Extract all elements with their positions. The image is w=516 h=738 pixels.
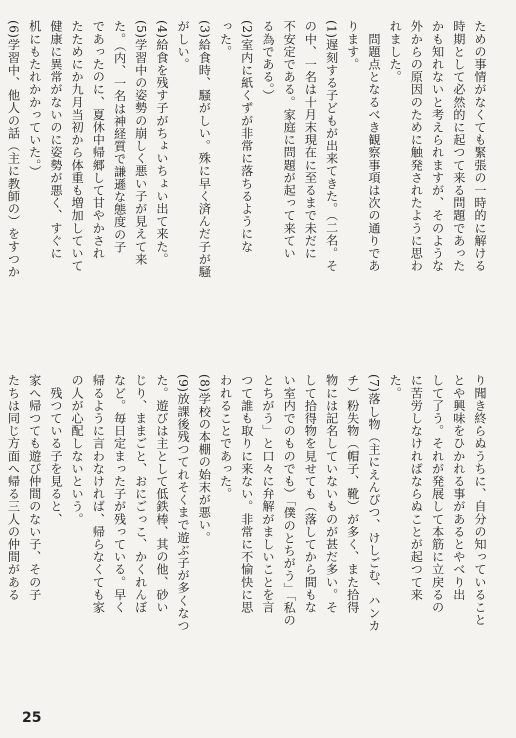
text-line: た。 — [388, 374, 403, 400]
text-line: 帰るように言わなければ、帰らなくても家 — [91, 374, 106, 614]
text-line: (1)遅刻する子どもが出来てきた。（二名。そ — [324, 20, 339, 272]
text-line: (2)室内に紙くずが非常に落ちるようにな — [239, 20, 254, 253]
text-line: る為である。） — [260, 20, 275, 103]
text-line: の人が心配しないという。 — [70, 374, 85, 526]
text-line: った。 — [218, 20, 233, 58]
text-line: がしい。 — [176, 20, 191, 71]
text-line: 物には記名していないものが甚だ多い。そ — [324, 374, 339, 614]
text-line: 時期として必然的に起つて来る問題であった — [451, 20, 466, 272]
text-line: り聞き終らぬうちに、自分の知っていること — [473, 374, 487, 626]
text-line: (8)学校の本棚の始末が悪い。 — [197, 374, 212, 544]
text-line: とちがう」と口々に弁解がましいことを言 — [260, 374, 275, 614]
text-line: 外からの原因のために触発されたように思わ — [409, 20, 424, 272]
text-line: とや興味をひかれる事があるとやべり出 — [451, 374, 466, 601]
text-line: (3)給食時、騒がしい。殊に早く済んだ子が騒 — [197, 20, 212, 278]
text-line: して拾得物を見せても（落してから間もな — [303, 374, 318, 614]
upper-text-block — [6, 20, 490, 360]
lower-text-block — [6, 374, 490, 712]
text-line: であったのに、夏休中帰郷して甘やかされ — [91, 20, 106, 260]
text-line: た。遊びは主として低鉄棒、其の他、砂い — [154, 374, 169, 614]
text-line: た。（内、一名は神経質で謙遜な態度の子 — [112, 20, 127, 254]
text-line: など。毎日定まった子が残っている。早く — [112, 374, 127, 614]
text-line: 不安定である。家庭に問題が起って来てい — [282, 20, 297, 260]
text-line: (7)落し物（主にえんぴつ、けしごむ、ハンカ — [366, 374, 381, 632]
text-line: チ）粉失物（帽子、靴）が多く、また拾得 — [345, 374, 360, 614]
text-line: かも知れないと考えられますが、そのような — [430, 20, 445, 272]
text-line: ります。 — [345, 20, 360, 71]
text-line: れました。 — [388, 20, 403, 83]
text-line: たためにか九月当初から体重も増加していて — [70, 20, 85, 272]
text-line: 残つている子を見ると、 — [48, 374, 63, 526]
text-line: (5)学習中の姿勢の崩しく悪い子が見えて来 — [133, 20, 148, 266]
text-line: われることであった。 — [218, 374, 233, 500]
text-line: して了う。それが発展して本筋に立戻るの — [430, 374, 445, 614]
text-line: (4)給食を残す子がちょいちょい出て来た。 — [154, 20, 169, 266]
text-line: に苦労しなければならぬことが起つて来 — [409, 374, 424, 601]
text-line: 家へ帰つても遊び仲間のない子、その子 — [27, 374, 42, 601]
text-line: ための事情がなくても緊張の一時的に解ける — [473, 20, 487, 272]
text-line: 健康に異常がないのに姿勢が悪く、すぐに — [48, 20, 63, 260]
text-line — [0, 374, 2, 712]
text-line: つて誰も取りに来ない。非常に不愉快に思 — [239, 374, 254, 614]
text-line: (9)放課後残つてれそくまで遊ぶ子が多くなつ — [176, 374, 191, 632]
text-line: の中、一名は十月末現在に至るまで未だに — [303, 20, 318, 260]
page-number: 25 — [22, 710, 42, 726]
text-line: 問題点となるべき観察事項は次の通りであ — [366, 20, 381, 272]
text-line: 机にもたれかかっていた。） — [27, 20, 42, 178]
text-line: たちは同じ方面へ帰る三人の仲間がある — [6, 374, 21, 601]
text-line: い室内でのものでも）「僕のとちがう」「私の — [282, 374, 297, 627]
text-line: じり、ままごと、おにごっこ、かくれんぼ — [133, 374, 148, 614]
text-line: (6)学習中、他人の話（主に教師の）をすつか — [6, 20, 21, 278]
